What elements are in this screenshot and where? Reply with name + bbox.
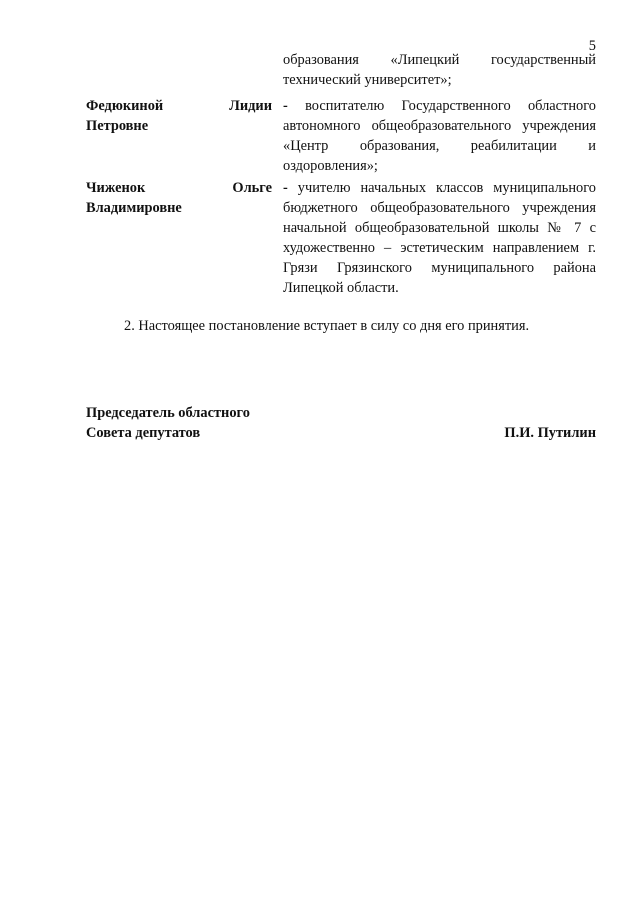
signatory-name: П.И. Путилин — [504, 425, 596, 441]
recipient-given-name: Ольге — [232, 180, 272, 196]
dash-marker: - — [283, 98, 288, 114]
recipient-name — [86, 178, 272, 218]
recipient-patronymic: Петровне — [86, 118, 149, 134]
signature-block — [86, 403, 596, 443]
signatory-title-line2: Совета депутатов — [86, 425, 201, 441]
recipient-description — [283, 96, 596, 176]
recipient-description — [283, 178, 596, 298]
recipient-name — [86, 96, 272, 136]
continuation-text: образования «Липецкий государственный технический университет»; — [283, 52, 596, 88]
recipient-surname: Чиженок — [86, 180, 146, 196]
paragraph-2: 2. Настоящее постановление вступает в силу со дня его принятия. — [124, 318, 530, 334]
recipient-position: учителю начальных классов муниципального бюджетного общеобразовательного учреждения начальной общеобразовательной школы № 7 с художественно – эстетическим направлением г. Грязи Грязинского муниципального района Липецкой области. — [283, 180, 596, 296]
signatory-title-line1: Председатель областного — [86, 405, 250, 421]
page-number: 5 — [588, 38, 596, 54]
recipient-patronymic: Владимировне — [86, 200, 182, 216]
recipient-given-name: Лидии — [229, 98, 272, 114]
recipient-position: воспитателю Государственного областного автономного общеобразовательного учреждения «Центр образования, реабилитации и оздоровления»; — [283, 98, 596, 174]
recipient-surname: Федюкиной — [86, 98, 164, 114]
dash-marker: - — [283, 180, 288, 196]
